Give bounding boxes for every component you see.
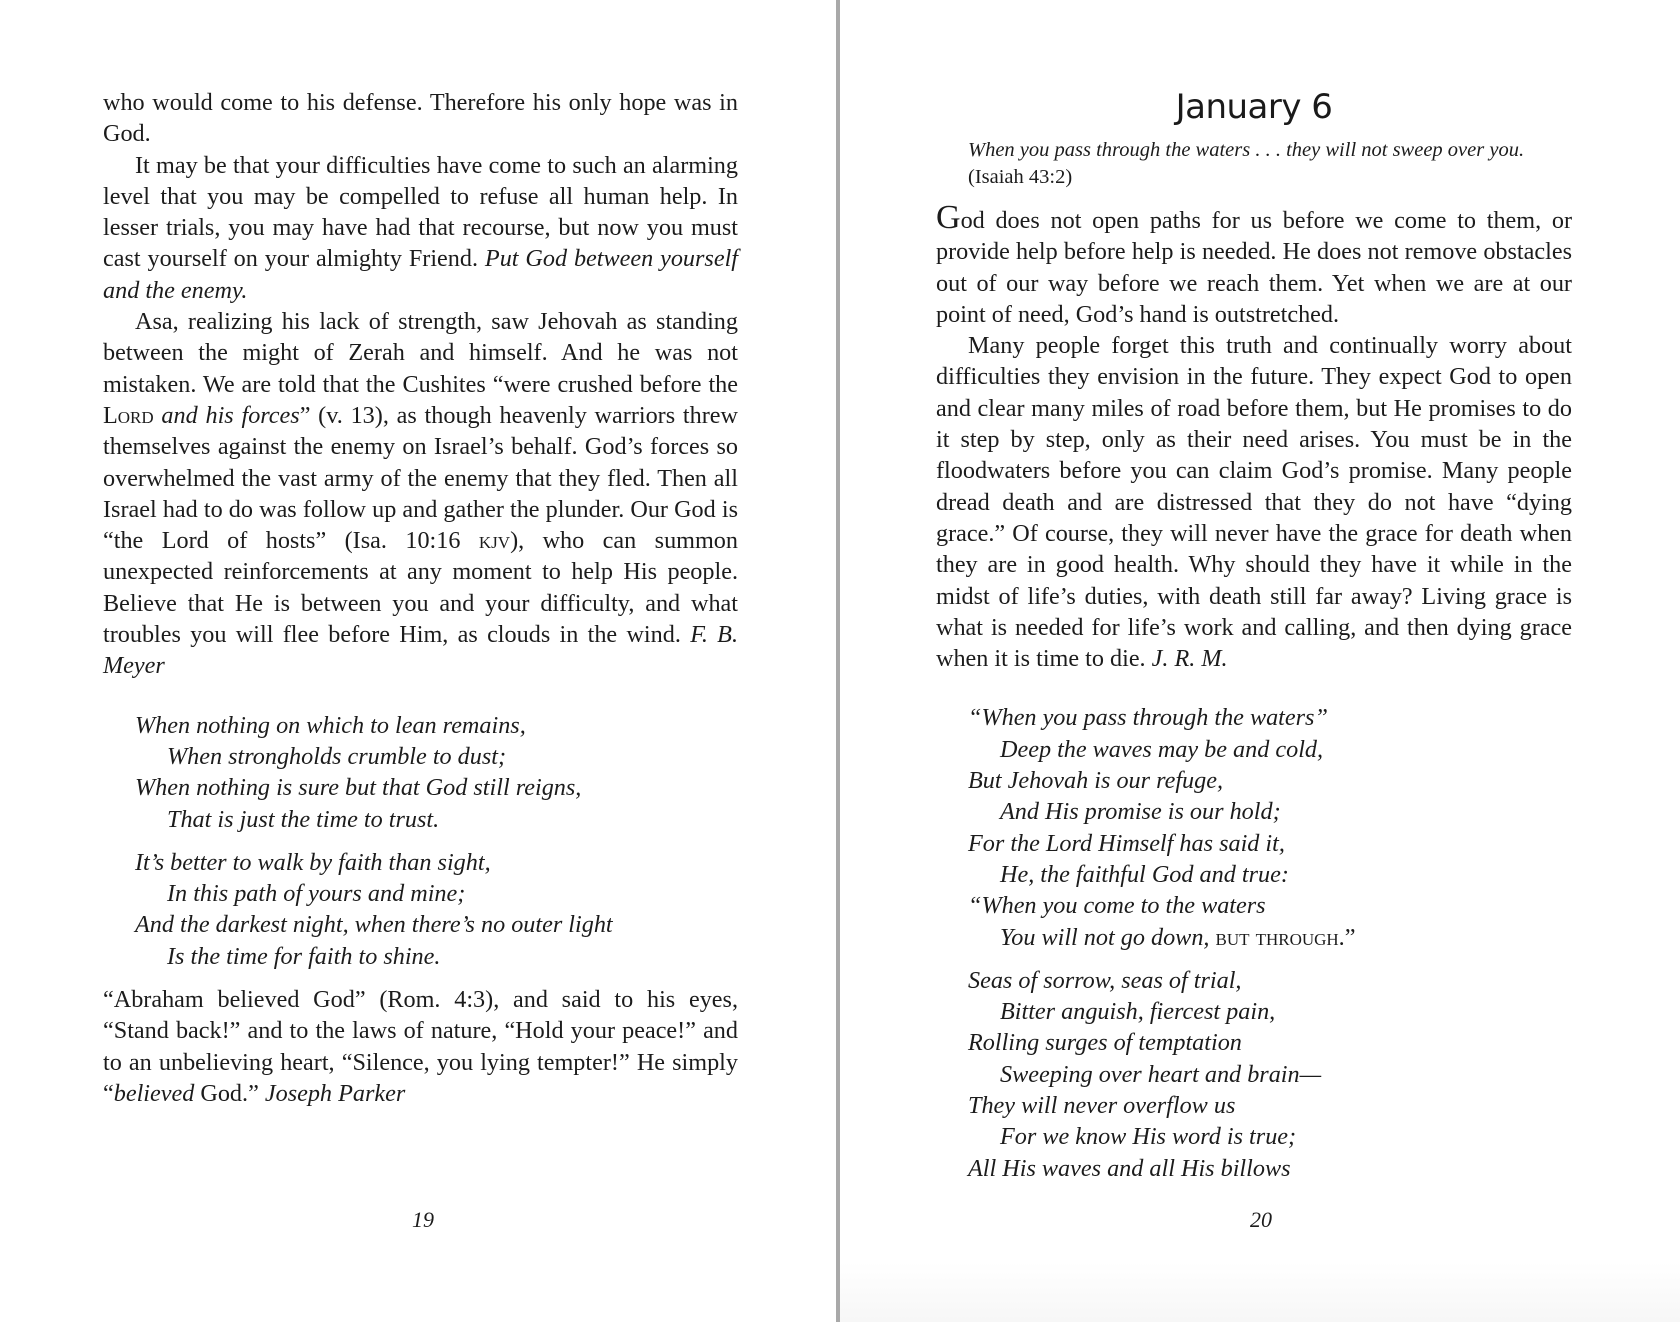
paragraph: God does not open paths for us before we come to them, or provide help before help is needed. He does not remove obstacles out of our way before we reach them. Yet when we are at our point of need, God’s hand is outstretched. (936, 199, 1572, 328)
paragraph: “Abraham believed God” (Rom. 4:3), and said to his eyes, “Stand back!” and to the laws of nature, “Hold your peace!” and to an unbelieving heart, “Silence, you lying tempter!” He simply “believed God.” Joseph Parker (103, 986, 738, 1107)
poem-stanza (968, 702, 1572, 952)
poem-stanza (135, 847, 738, 972)
poem (968, 702, 1572, 1183)
author-attribution: F. B. Meyer (103, 621, 739, 680)
poem-line: That is just the time to trust. (167, 805, 440, 833)
poem-line: All His waves and all His billows (968, 1154, 1291, 1182)
initial-letter: G (936, 199, 961, 236)
poem-line: When strongholds crumble to dust; (167, 742, 507, 770)
paragraph: It may be that your difficulties have come to such an alarming level that you may be compelled to refuse all human help. In lesser trials, you may have had that recourse, but now you must cast yourself on your almighty Friend. Put God between yourself and the enemy. (103, 151, 739, 304)
paragraph: Many people forget this truth and continually worry about difficulties they envision in the future. They expect God to open and clear many miles of road before them, but He promises to do it step by step, only as their need arises. You must be in the floodwaters before you can claim God’s promise. Many people dread death and are distressed that they do not have “dying grace.” Of course, they will never have the grace for death when they are in good health. Why should they have it while in the midst of life’s duties, with death still far away? Living grace is what is needed for life’s work and calling, and then dying grace when it is time to die. J. R. M. (936, 332, 1572, 673)
poem-stanza (968, 965, 1572, 1184)
scripture-epigraph (968, 137, 1572, 191)
poem-line: And His promise is our hold; (1000, 798, 1281, 826)
poem-line: They will never overflow us (968, 1092, 1236, 1120)
poem-line: Deep the waves may be and cold, (1000, 735, 1324, 763)
poem-line: “When you pass through the waters” (968, 704, 1328, 732)
paragraph: who would come to his defense. Therefore his only hope was in God. (103, 89, 738, 148)
poem-line: You will not go down, but through.” (1000, 923, 1356, 951)
poem-line: “When you come to the waters (968, 892, 1266, 920)
page-shadow (840, 1262, 1680, 1322)
poem-line: When nothing is sure but that God still reigns, (135, 774, 582, 802)
page-number: 19 (412, 1207, 434, 1232)
epigraph-quote: When you pass through the waters . . . they will not sweep over you. (968, 139, 1525, 161)
poem-line: Rolling surges of temptation (968, 1029, 1242, 1057)
right-page-body (936, 87, 1572, 1196)
right-page (840, 0, 1680, 1322)
poem-line: Bitter anguish, fiercest pain, (1000, 998, 1276, 1026)
epigraph-reference: (Isaiah 43:2) (968, 166, 1073, 188)
poem-line: But Jehovah is our refuge, (968, 767, 1224, 795)
poem-line: It’s better to walk by faith than sight, (135, 848, 491, 876)
poem-line: Seas of sorrow, seas of trial, (968, 966, 1242, 994)
poem (135, 710, 738, 972)
author-attribution: J. R. M. (1151, 645, 1228, 673)
left-page-body (103, 87, 738, 1109)
poem-line: And the darkest night, when there’s no outer light (135, 911, 613, 939)
page-number: 20 (1250, 1207, 1272, 1232)
poem-line: When nothing on which to lean remains, (135, 711, 526, 739)
date-heading: January 6 (1175, 87, 1333, 127)
paragraph: Asa, realizing his lack of strength, saw Jehovah as standing between the might of Zerah and himself. And he was not mistaken. We are told that the Cushites “were crushed before the Lord and his forces” (v. 13), as though heavenly warriors threw themselves against the enemy on Israel’s behalf. God’s forces so overwhelmed the vast army of the enemy that they fled. Then all Israel had to do was follow up and gather the plunder. Our God is “the Lord of hosts” (Isa. 10:16 kjv), who can summon unexpected reinforcements at any moment to help His people. Believe that He is between you and your difficulty, and what troubles you will flee before Him, as clouds in the wind. F. B. Meyer (103, 308, 739, 680)
poem-line: For we know His word is true; (1000, 1123, 1297, 1151)
poem-line: In this path of yours and mine; (167, 880, 466, 908)
author-attribution: Joseph Parker (264, 1079, 406, 1107)
poem-line: Is the time for faith to shine. (167, 942, 441, 970)
left-page (0, 0, 836, 1322)
poem-line: For the Lord Himself has said it, (968, 829, 1285, 857)
poem-stanza (135, 710, 738, 835)
poem-line: Sweeping over heart and brain— (1000, 1060, 1322, 1088)
poem-line: He, the faithful God and true: (1000, 860, 1289, 888)
